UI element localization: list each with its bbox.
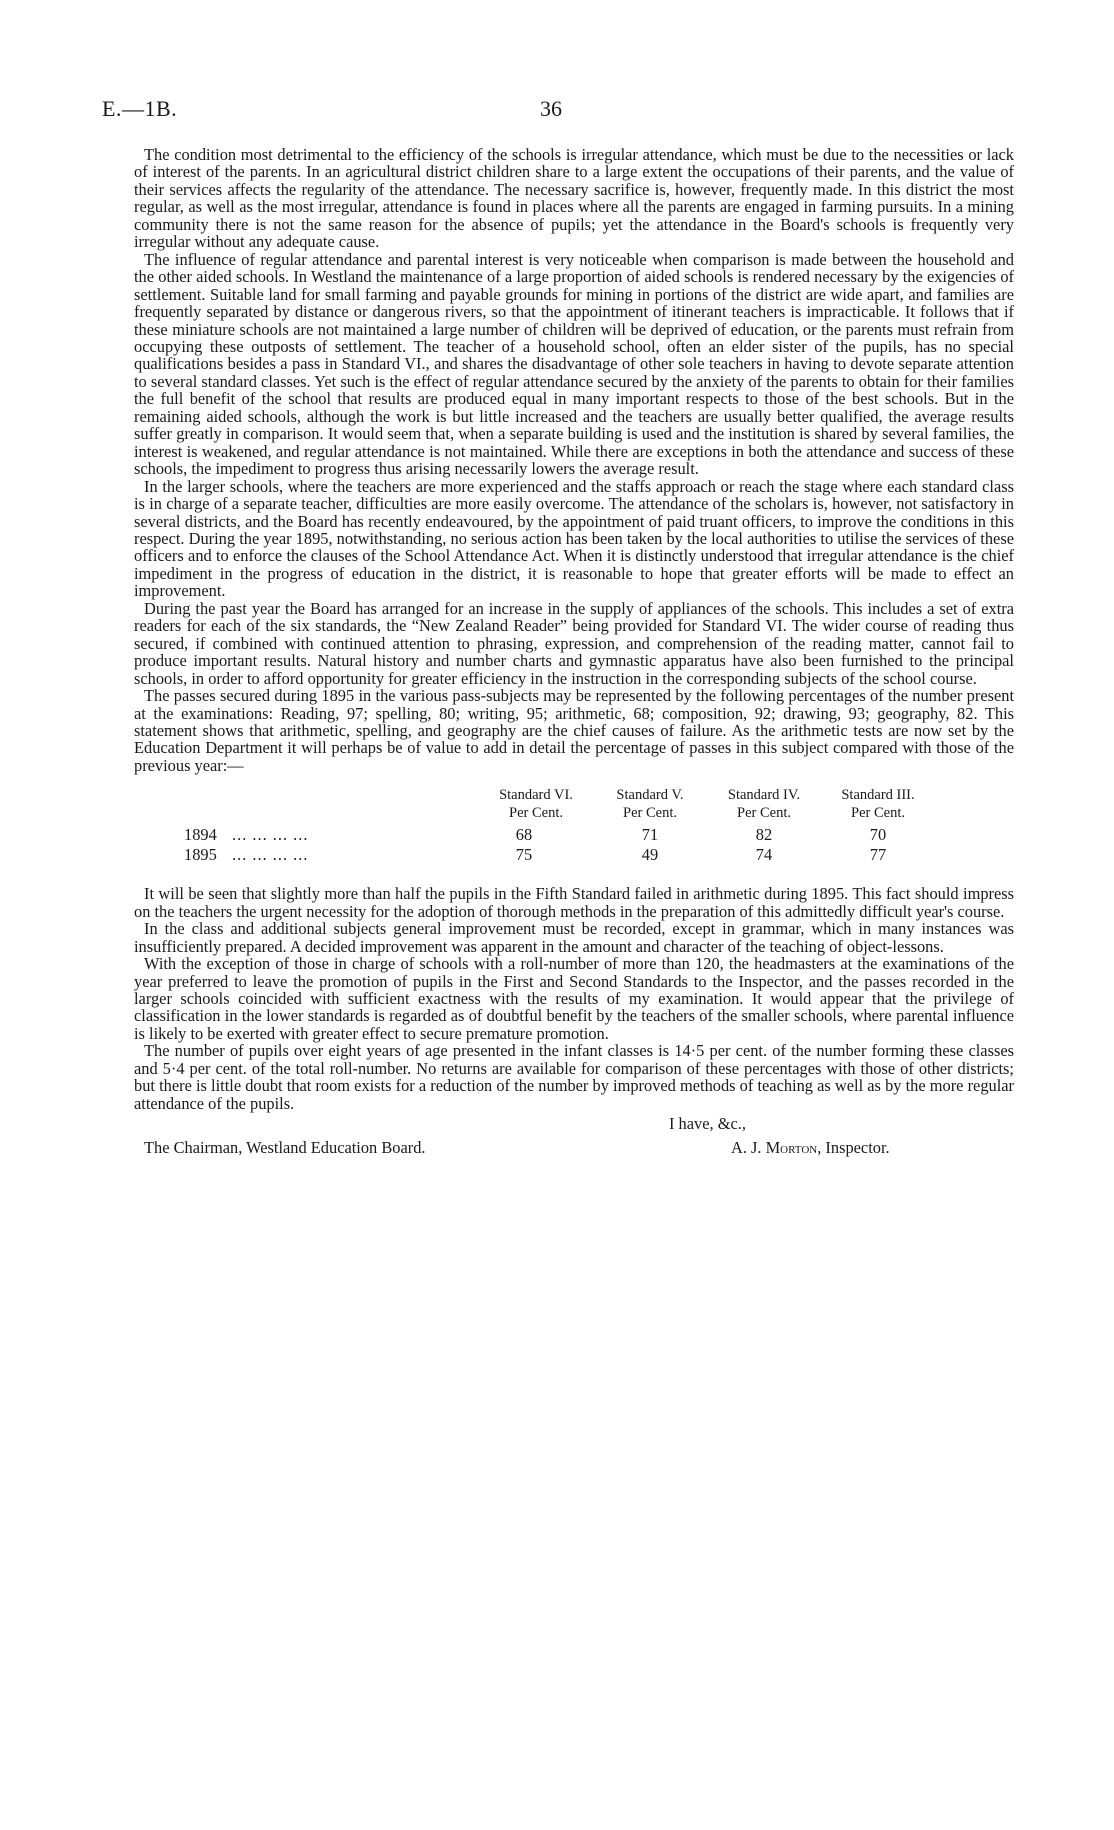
paragraph-passes: The passes secured during 1895 in the various pass-subjects may be represented by the following percentages of the number present at the examinations: Reading, 97; spelling, 80; writing, 95; arithmetic, 68; composition, 92; drawing, 93; geography, 82. This statement shows that arithmetic, spelling, and geography are the chief causes of failure. As the arithmetic tests are now set by the Education Department it will perhaps be of value to add in detail the percentage of passes in this subject compared with those of the previous year:—: [134, 686, 1014, 775]
signature-title: , Inspector.: [817, 1138, 890, 1158]
leader-dots: ... ... ... ...: [232, 825, 309, 845]
report-body: [134, 146, 1014, 1174]
table-cell: 49: [641, 845, 659, 865]
column-subheader: Per Cent.: [851, 805, 905, 822]
signature: [731, 1138, 890, 1158]
salutation: I have, &c.,: [669, 1114, 746, 1134]
table-cell: 70: [869, 825, 887, 845]
paragraph-larger-schools: In the larger schools, where the teachers are more experienced and the staffs approach or reach the stage where each standard class is in charge of a separate teacher, difficulties are more easily overcome. The attendance of the scholars is, however, not satisfactory in several districts, and the Board has recently endeavoured, by the appointment of paid truant officers, to improve the conditions in this respect. During the year 1895, notwithstanding, no serious action has been taken by the local authorities to utilise the services of these officers and to enforce the clauses of the School Attendance Act. When it is distinctly understood that irregular attendance is the chief impediment in the progress of education in the district, it is reasonable to hope that greater efforts will be made to effect an improvement.: [134, 476, 1014, 601]
column-subheader: Per Cent.: [623, 805, 677, 822]
paragraph-promotion: With the exception of those in charge of schools with a roll-number of more than 120, the headmasters at the examinations of the year preferred to leave the promotion of pupils in the First and Second Standards to the Inspector, and the passes recorded in the larger schools coincided with sufficient exactness with the results of my examination. It would appear that the privilege of classification in the lower standards is regarded as of doubtful benefit by the teachers of the smaller schools, where parental influence is likely to be exerted with greater effect to secure premature promotion.: [134, 954, 1014, 1043]
paragraph-infant-classes: The number of pupils over eight years of age presented in the infant classes is 14·5 per cent. of the number forming these classes and 5·4 per cent. of the total roll-number. No returns are available for comparison of these percentages with those of other districts; but there is little doubt that room exists for a reduction of the number by improved methods of teaching as well as by the more regular attendance of the pupils.: [134, 1041, 1014, 1113]
page-header: [0, 96, 1114, 126]
column-subheader: Per Cent.: [509, 805, 563, 822]
table-cell: 82: [755, 825, 773, 845]
table-cell: 68: [515, 825, 533, 845]
document-code: E.—1B.: [102, 96, 178, 121]
row-year: 1895: [184, 845, 217, 865]
paragraph-appliances: During the past year the Board has arranged for an increase in the supply of appliances of the schools. This includes a set of extra readers for each of the six standards, the “New Zealand Reader” being provided for Standard VI. The wider course of reading thus secured, if combined with continued attention to phrasing, expression, and comprehension of the reading matter, cannot fail to produce important results. Natural history and number charts and gymnastic apparatus have also been furnished to the principal schools, in order to afford opportunity for greater efficiency in the instruction in the corresponding subjects of the school course.: [134, 598, 1014, 688]
paragraph-aided-schools: The influence of regular attendance and parental interest is very noticeable when comparison is made between the household and the other aided schools. In Westland the maintenance of a large proportion of aided schools is rendered necessary by the exigencies of settlement. Suitable land for small farming and payable grounds for mining in portions of the district are wide apart, and families are frequently separated by distance or dangerous rivers, so that the appointment of itinerant teachers is impracticable. It follows that if these miniature schools are not maintained a large number of children will be deprived of education, or the parents must refrain from occupying these outposts of settlement. The teacher of a household school, often an elder sister of the pupils, has no special qualifications besides a pass in Standard VI., and shares the disadvantage of other sole teachers in having to devote separate attention to several standard classes. Yet such is the effect of regular attendance secured by the anxiety of the parents to obtain for their families the full benefit of the school that results are produced equal in many important respects to those of the best schools. But in the remaining aided schools, although the work is but little increased and the teachers are usually better qualified, the average results suffer greatly in comparison. It would seem that, when a separate building is used and the institution is shared by several families, the interest is weakened, and regular attendance is not maintained. While there are exceptions in both the attendance and success of these schools, the impediment to progress thus arising necessarily lowers the average result.: [134, 249, 1014, 479]
column-header: Standard IV.: [727, 787, 801, 804]
signature-name: A. J. Morton: [731, 1138, 818, 1158]
addressee: The Chairman, Westland Education Board.: [144, 1138, 426, 1158]
table-cell: 74: [755, 845, 773, 865]
page-number: 36: [540, 96, 562, 121]
leader-dots: ... ... ... ...: [232, 845, 309, 865]
arithmetic-passes-table: [134, 787, 1014, 885]
column-header: Standard VI.: [499, 787, 573, 804]
letter-closing: [134, 1114, 1014, 1174]
paragraph-class-subjects: In the class and additional subjects general improvement must be recorded, except in grammar, which in many instances was insufficiently prepared. A decided improvement was apparent in the amount and character of the teaching of object-lessons.: [134, 919, 1014, 956]
column-header: Standard III.: [841, 787, 915, 804]
table-row: [134, 825, 1014, 845]
column-header: Standard V.: [616, 787, 684, 804]
paragraph-attendance: The condition most detrimental to the efficiency of the schools is irregular attendance, which must be due to the necessities or lack of interest of the parents. In an agricultural district children share to a large extent the occupations of their parents, and the value of their services affects the regularity of the attendance. The necessary sacrifice is, however, frequently made. In this district the most regular, as well as the most irregular, attendance is found in places where all the parents are engaged in farming pursuits. In a mining community there is not the same reason for the absence of pupils; yet the attendance in the Board's schools is frequently very irregular without any adequate cause.: [134, 145, 1014, 252]
table-row: [134, 845, 1014, 865]
column-subheader: Per Cent.: [737, 805, 791, 822]
table-cell: 71: [641, 825, 659, 845]
row-year: 1894: [184, 825, 217, 845]
table-cell: 75: [515, 845, 533, 865]
table-cell: 77: [869, 845, 887, 865]
paragraph-fifth-standard: It will be seen that slightly more than half the pupils in the Fifth Standard failed in arithmetic during 1895. This fact should impress on the teachers the urgent necessity for the adoption of thorough methods in the preparation of this admittedly difficult year's course.: [134, 884, 1014, 921]
